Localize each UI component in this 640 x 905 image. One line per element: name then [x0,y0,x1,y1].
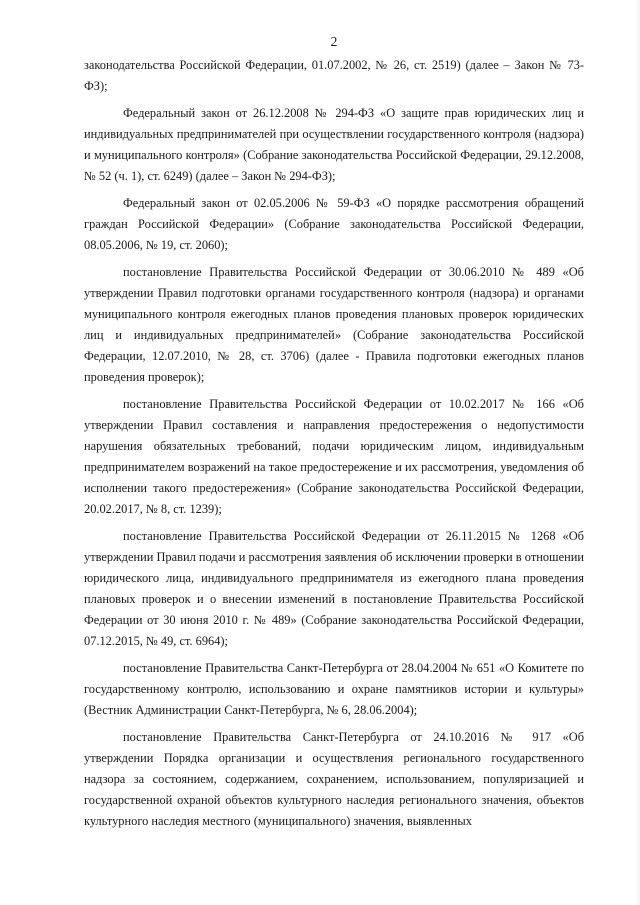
paragraph-resolution-166: постановление Правительства Российской Федерации от 10.02.2017 № 166 «Об утверждении Правил составления и направления предостережения о недопустимости нарушения обязательных требований, подачи юридическим лицом, индивидуальным предпринимателем возражений на такое предостережение и их рассмотрения, уведомления об исполнении такого предостережения» (Собрание законодательства Российской Федерации, 20.02.2017, № 8, ст. 1239); [84,396,584,517]
scan-edge-shadow [636,0,640,905]
paragraph-law-59-fz: Федеральный закон от 02.05.2006 № 59-ФЗ «О порядке рассмотрения обращений граждан Российской Федерации» (Собрание законодательства Российской Федерации, 08.05.2006, № 19, ст. 2060); [84,195,584,252]
page-number: 2 [330,34,338,49]
paragraph-resolution-651: постановление Правительства Санкт-Петербурга от 28.04.2004 № 651 «О Комитете по государственному контролю, использованию и охране памятников истории и культуры» (Вестник Администрации Санкт-Петербурга, № 6, 28.06.2004); [84,661,584,718]
paragraph-resolution-917: постановление Правительства Санкт-Петербурга от 24.10.2016 № 917 «Об утверждении Порядка организации и осуществления регионального государственного надзора за состоянием, содержанием, сохранением, использованием, популяризацией и государственной охраной объектов культурного наследия регионального значения, объектов культурного наследия местного (муниципального) значения, выявленных [84,729,584,829]
paragraph-continuation: законодательства Российской Федерации, 01.07.2002, № 26, ст. 2519) (далее – Закон № 73-ФЗ); [84,58,584,94]
paragraph-resolution-1268: постановление Правительства Российской Федерации от 26.11.2015 № 1268 «Об утверждении Правил подачи и рассмотрения заявления об исключении проверки в отношении юридического лица, индивидуального предпринимателя из ежегодного плана проведения плановых проверок и о внесении изменений в постановление Правительства Российской Федерации от 30 июня 2010 г. № 489» (Собрание законодательства Российской Федерации, 07.12.2015, № 49, ст. 6964); [84,528,584,649]
document-body [84,55,584,832]
document-page [84,0,584,905]
paragraph-resolution-489: постановление Правительства Российской Федерации от 30.06.2010 № 489 «Об утверждении Правил подготовки органами государственного контроля (надзора) и органами муниципального контроля ежегодных планов проведения плановых проверок юридических лиц и индивидуальных предпринимателей» (Собрание законодательства Российской Федерации, 12.07.2010, № 28, ст. 3706) (далее - Правила подготовки ежегодных планов проведения проверок); [84,264,584,385]
paragraph-law-294-fz: Федеральный закон от 26.12.2008 № 294-ФЗ «О защите прав юридических лиц и индивидуальных предпринимателей при осуществлении государственного контроля (надзора) и муниципального контроля» (Собрание законодательства Российской Федерации, 29.12.2008, № 52 (ч. 1), ст. 6249) (далее – Закон № 294-ФЗ); [84,105,584,184]
